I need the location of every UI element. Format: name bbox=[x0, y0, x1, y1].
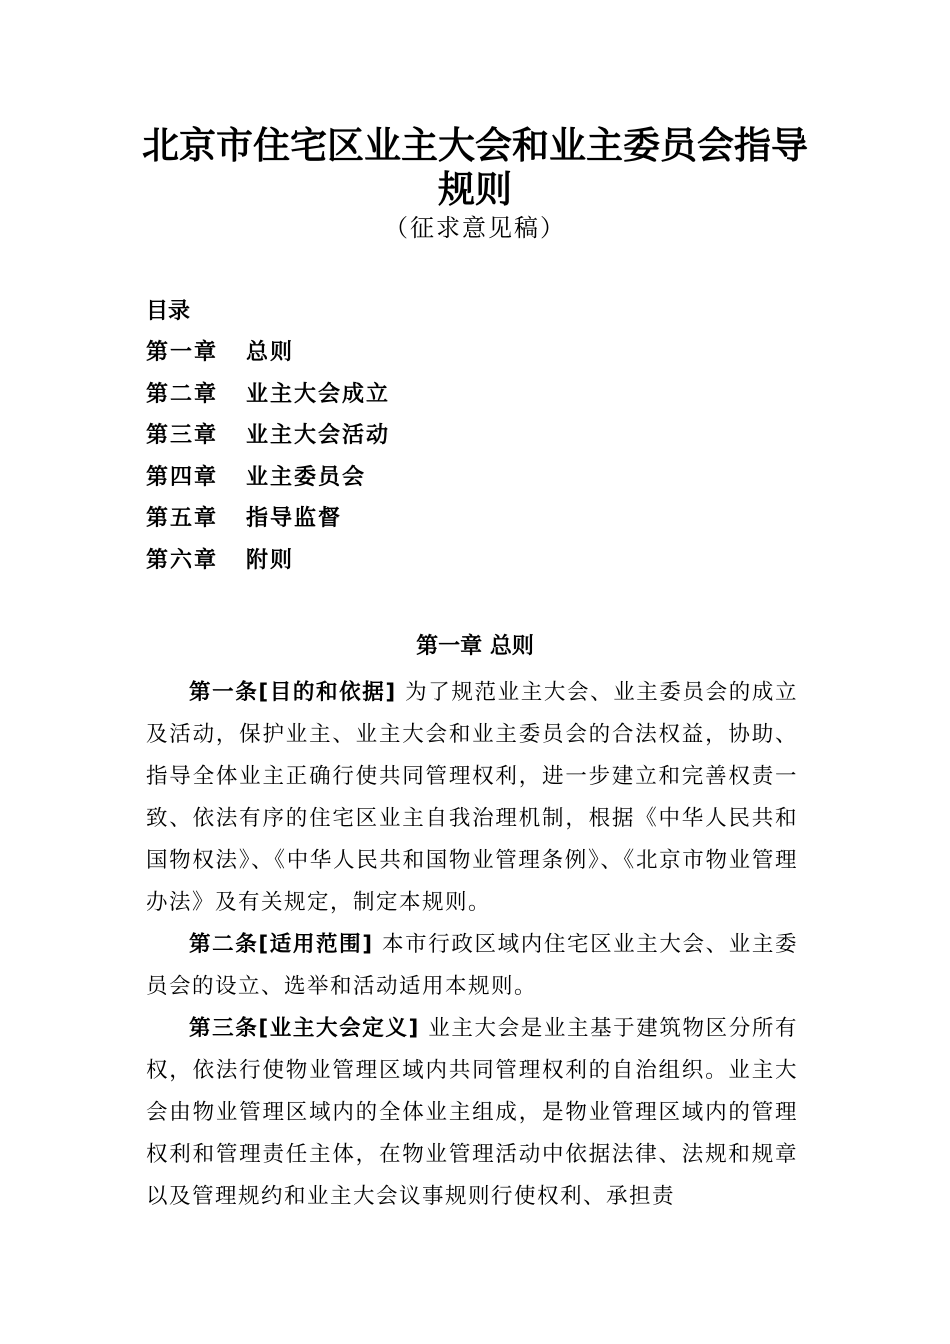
article-label: 第一条[目的和依据] bbox=[189, 680, 397, 705]
document-subtitle: （征求意见稿） bbox=[384, 214, 566, 242]
article-label: 第三条[业主大会定义] bbox=[189, 1016, 420, 1041]
chapter-title: 第一章 总则 bbox=[416, 634, 534, 659]
toc-heading: 目录 bbox=[146, 299, 191, 324]
toc-item bbox=[146, 504, 806, 546]
chapter-body bbox=[146, 672, 798, 1218]
toc-item bbox=[146, 463, 806, 505]
table-of-contents bbox=[146, 297, 806, 587]
toc-item-name: 业主大会活动 bbox=[246, 423, 391, 448]
toc-item-number: 第六章 bbox=[146, 547, 219, 573]
toc-item-number: 第一章 bbox=[146, 340, 219, 365]
article-paragraph bbox=[146, 924, 798, 1008]
article-text: 为了规范业主大会、业主委员会的成立及活动，保护业主、业主大会和业主委员会的合法权益，协助、指导全体业主正确行使共同管理权利，进一步建立和完善权责一致、依法有序的住宅区业主自我治理机制，根据《中华人民共和国物权法》、《中华人民共和国物业管理条例》、《北京市物业管理办法》及有关规定，制定本规则。 bbox=[146, 680, 799, 915]
toc-item-number: 第四章 bbox=[146, 464, 219, 490]
toc-item-name: 业主大会成立 bbox=[246, 381, 391, 407]
toc-item-number: 第三章 bbox=[146, 423, 219, 448]
toc-item bbox=[146, 546, 806, 588]
toc-item-name: 业主委员会 bbox=[246, 464, 367, 490]
toc-item bbox=[146, 380, 806, 422]
article-text: 业主大会是业主基于建筑物区分所有权，依法行使物业管理区域内共同管理权利的自治组织。业主大会由物业管理区域内的全体业主组成，是物业管理区域内的管理权利和管理责任主体，在物业管理活动中依据法律、法规和规章以及管理规约和业主大会议事规则行使权利、承担责 bbox=[146, 1016, 798, 1209]
article-text: 本市行政区域内住宅区业主大会、业主委员会的设立、选举和活动适用本规则。 bbox=[146, 932, 798, 999]
article-label: 第二条[适用范围] bbox=[189, 932, 374, 957]
article-paragraph bbox=[146, 1008, 798, 1218]
document-title bbox=[140, 124, 810, 212]
toc-item-name: 指导监督 bbox=[246, 506, 343, 531]
document-title-line1: 北京市住宅区业主大会和业主委员会指导 bbox=[142, 124, 808, 167]
toc-item-number: 第五章 bbox=[146, 506, 219, 531]
toc-item bbox=[146, 338, 806, 380]
document-title-line2: 规则 bbox=[438, 168, 512, 211]
toc-item-name: 附则 bbox=[246, 547, 295, 573]
toc-item-name: 总则 bbox=[246, 340, 295, 365]
toc-item bbox=[146, 421, 806, 463]
article-paragraph bbox=[146, 672, 798, 924]
toc-item-number: 第二章 bbox=[146, 381, 219, 407]
